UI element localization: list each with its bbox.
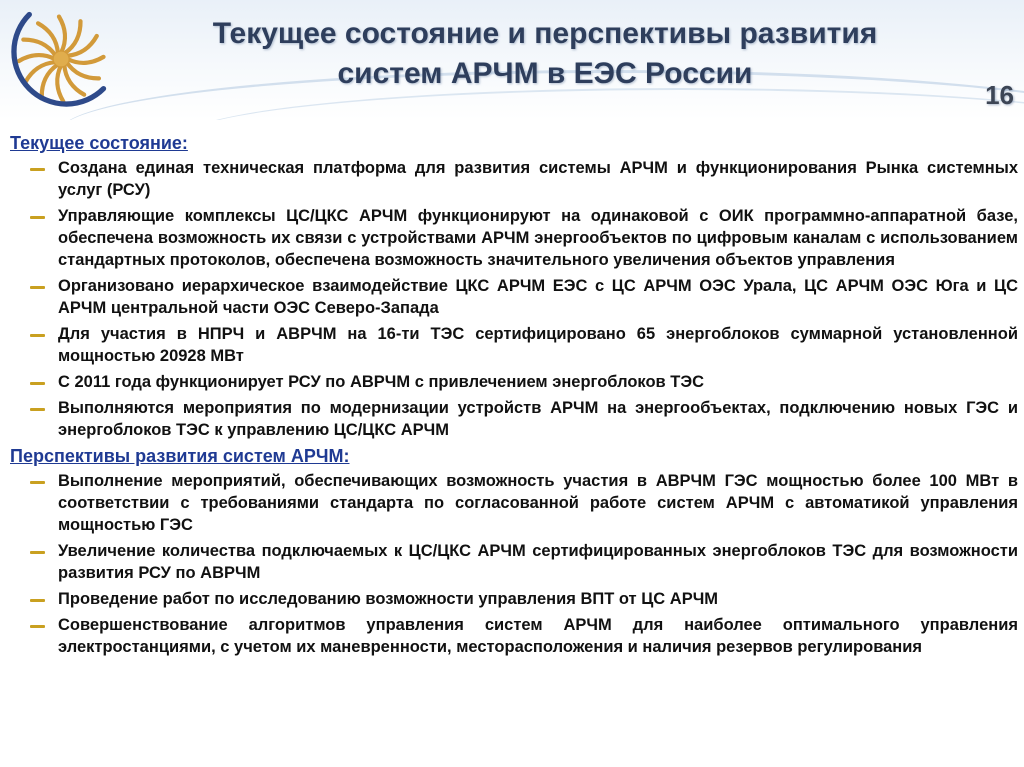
dash-bullet-icon	[30, 599, 45, 602]
dash-bullet-icon	[30, 286, 45, 289]
list-item-text: Проведение работ по исследованию возможности управления ВПТ от ЦС АРЧМ	[58, 590, 719, 608]
list-item	[10, 275, 1018, 319]
dash-bullet-icon	[30, 481, 45, 484]
section-heading-current: Текущее состояние:	[10, 133, 188, 153]
list-item-text: Организовано иерархическое взаимодействие ЦКС АРЧМ ЕЭС с ЦС АРЧМ ОЭС Урала, ЦС АРЧМ ОЭС Юга и ЦС АРЧМ центральной части ОЭС Северо-Запада	[58, 277, 1018, 317]
title-line-2: систем АРЧМ в ЕЭС России	[337, 57, 753, 90]
dash-bullet-icon	[30, 551, 45, 554]
current-state-list	[10, 157, 1018, 441]
list-item	[10, 205, 1018, 271]
slide-body	[10, 132, 1018, 662]
title-line-1: Текущее состояние и перспективы развития	[212, 17, 878, 50]
list-item	[10, 540, 1018, 584]
dash-bullet-icon	[30, 168, 45, 171]
list-item	[10, 397, 1018, 441]
slide-number: 16	[985, 80, 1014, 110]
list-item-text: Увеличение количества подключаемых к ЦС/ЦКС АРЧМ сертифицированных энергоблоков ТЭС для возможности развития РСУ по АВРЧМ	[58, 542, 1018, 582]
list-item	[10, 371, 1018, 393]
list-item	[10, 470, 1018, 536]
dash-bullet-icon	[30, 382, 45, 385]
list-item	[10, 323, 1018, 367]
list-item-text: С 2011 года функционирует РСУ по АВРЧМ с привлечением энергоблоков ТЭС	[58, 373, 704, 391]
list-item	[10, 157, 1018, 201]
dash-bullet-icon	[30, 625, 45, 628]
page-title	[150, 14, 940, 94]
list-item-text: Создана единая техническая платформа для развития системы АРЧМ и функционирования Рынка системных услуг (РСУ)	[58, 159, 1018, 199]
list-item-text: Управляющие комплексы ЦС/ЦКС АРЧМ функционируют на одинаковой с ОИК программно-аппаратной базе, обеспечена возможность их связи с устройствами АРЧМ энергообъектов по цифровым каналам с использованием стандартных протоколов, обеспечена возможность значительного увеличения объектов управления	[58, 207, 1018, 269]
dash-bullet-icon	[30, 216, 45, 219]
list-item	[10, 588, 1018, 610]
slide-header	[0, 0, 1024, 120]
list-item-text: Выполняются мероприятия по модернизации устройств АРЧМ на энергообъектах, подключению новых ГЭС и энергоблоков ТЭС к управлению ЦС/ЦКС АРЧМ	[58, 399, 1018, 439]
list-item-text: Выполнение мероприятий, обеспечивающих возможность участия в АВРЧМ ГЭС мощностью более 100 МВт в соответствии с требованиями стандарта по согласованной работе систем АРЧМ с автоматикой управления мощностью ГЭС	[58, 472, 1018, 534]
section-heading-prospects: Перспективы развития систем АРЧМ:	[10, 446, 350, 466]
dash-bullet-icon	[30, 334, 45, 337]
list-item-text: Для участия в НПРЧ и АВРЧМ на 16-ти ТЭС сертифицировано 65 энергоблоков суммарной установленной мощностью 20928 МВт	[58, 325, 1018, 365]
prospects-list	[10, 470, 1018, 658]
dash-bullet-icon	[30, 408, 45, 411]
sun-swirl-logo-icon	[6, 6, 112, 112]
list-item-text: Совершенствование алгоритмов управления систем АРЧМ для наиболее оптимального управления электростанциями, с учетом их маневренности, месторасположения и наличия резервов регулирования	[58, 616, 1018, 656]
list-item	[10, 614, 1018, 658]
